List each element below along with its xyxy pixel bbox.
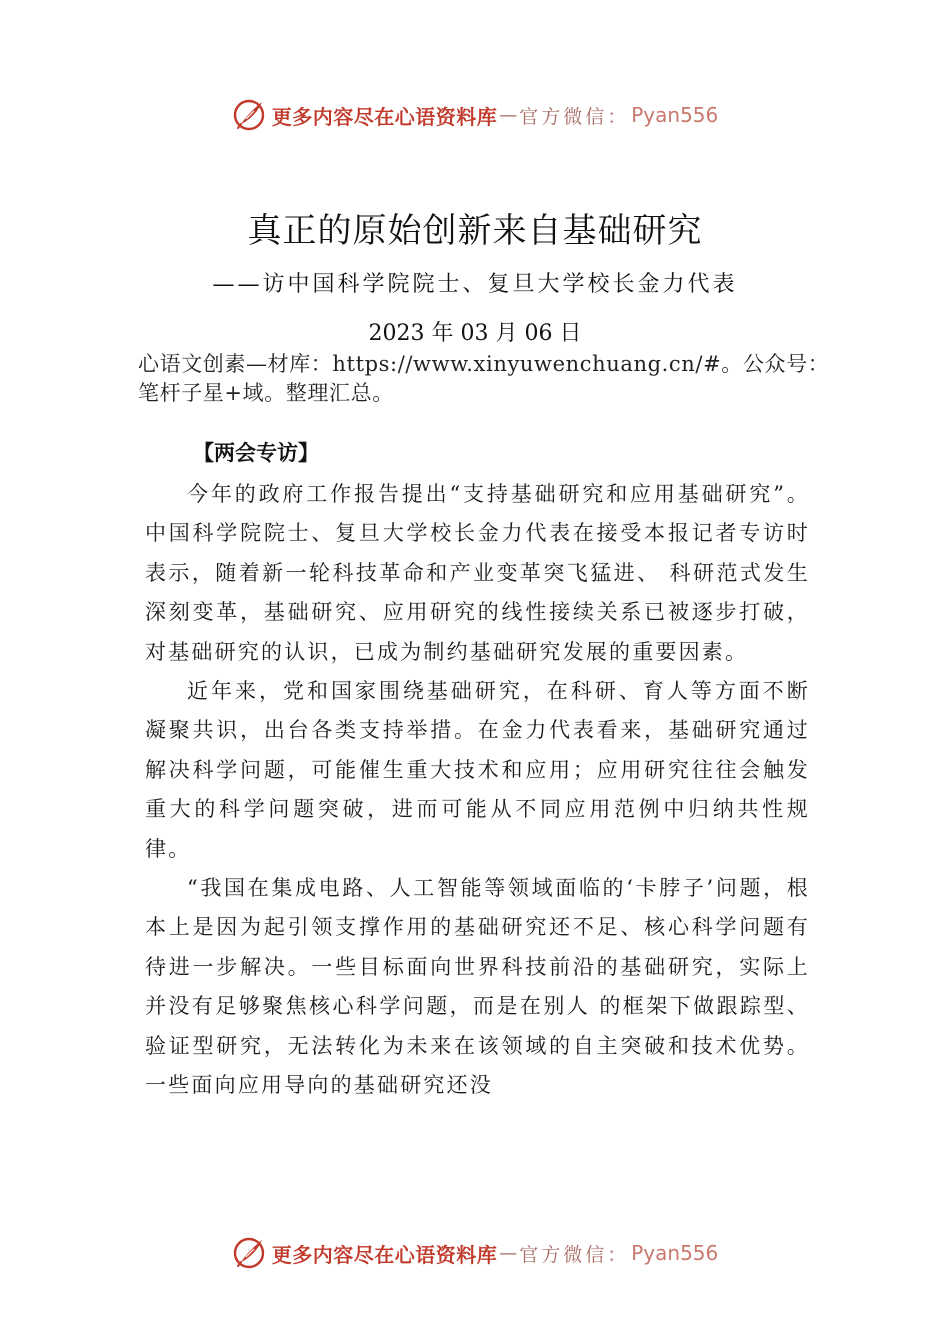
watermark-main-text: 更多内容尽在心语资料库 <box>271 104 498 129</box>
watermark-wechat-id: Pyan556 <box>631 1241 719 1265</box>
article-date: 2023 年 03 月 06 日 <box>368 321 582 346</box>
paragraph: 近年来，党和国家围绕基础研究，在科研、育人等方面不断凝聚共识，出台各类支持举措。在金力代表看来，基础研究通过解决科学问题，可能催生重大技术和应用；应用研究往往会触发重大的科学问题突破，进而可能从不同应用范例中归纳共性规律。 <box>145 679 810 861</box>
watermark-label: 官方微信： <box>519 1243 630 1266</box>
paragraph: “我国在集成电路、人工智能等领域面临的‘卡脖子’问题，根本上是因为起引领支撑作用的基础研究还不足、核心科学问题有待进一步解决。一些目标面向世界科技前沿的基础研究，实际上并没有足够聚焦核心科学问题，而是在别人 的框架下做跟踪型、验证型研究，无法转化为未来在该领域的自主突破和技术优势。一些面向应用导向的基础研究还没 <box>145 876 810 1098</box>
paragraph: 今年的政府工作报告提出“支持基础研究和应用基础研究”。中国科学院院士、复旦大学校长金力代表在接受本报记者专访时表示，随着新一轮科技革命和产业变革突飞猛进、 科研范式发生深刻变革，基础研究、应用研究的线性接续关系已被逐步打破，对基础研究的认识，已成为制约基础研究发展的重要因素。 <box>145 482 810 664</box>
quill-pen-logo-icon <box>232 97 268 133</box>
watermark-separator: — <box>499 104 518 126</box>
watermark-main-text: 更多内容尽在心语资料库 <box>271 1242 498 1267</box>
quill-pen-logo-icon <box>232 1235 268 1271</box>
header-watermark <box>0 95 950 135</box>
source-note: 心语文创素—材库：https://www.xinyuwenchuang.cn/#。公众号：笔杆子星+域。整理汇总。 <box>138 352 830 405</box>
article-body <box>145 435 810 1106</box>
section-tag: 【两会专访】 <box>193 441 319 465</box>
watermark-separator: — <box>499 1242 518 1264</box>
watermark-label: 官方微信： <box>519 105 630 128</box>
footer-watermark <box>0 1233 950 1273</box>
watermark-wechat-id: Pyan556 <box>631 103 719 127</box>
article-title: 真正的原始创新来自基础研究 <box>247 211 703 251</box>
article-subtitle: ——访中国科学院院士、复旦大学校长金力代表 <box>212 272 738 297</box>
